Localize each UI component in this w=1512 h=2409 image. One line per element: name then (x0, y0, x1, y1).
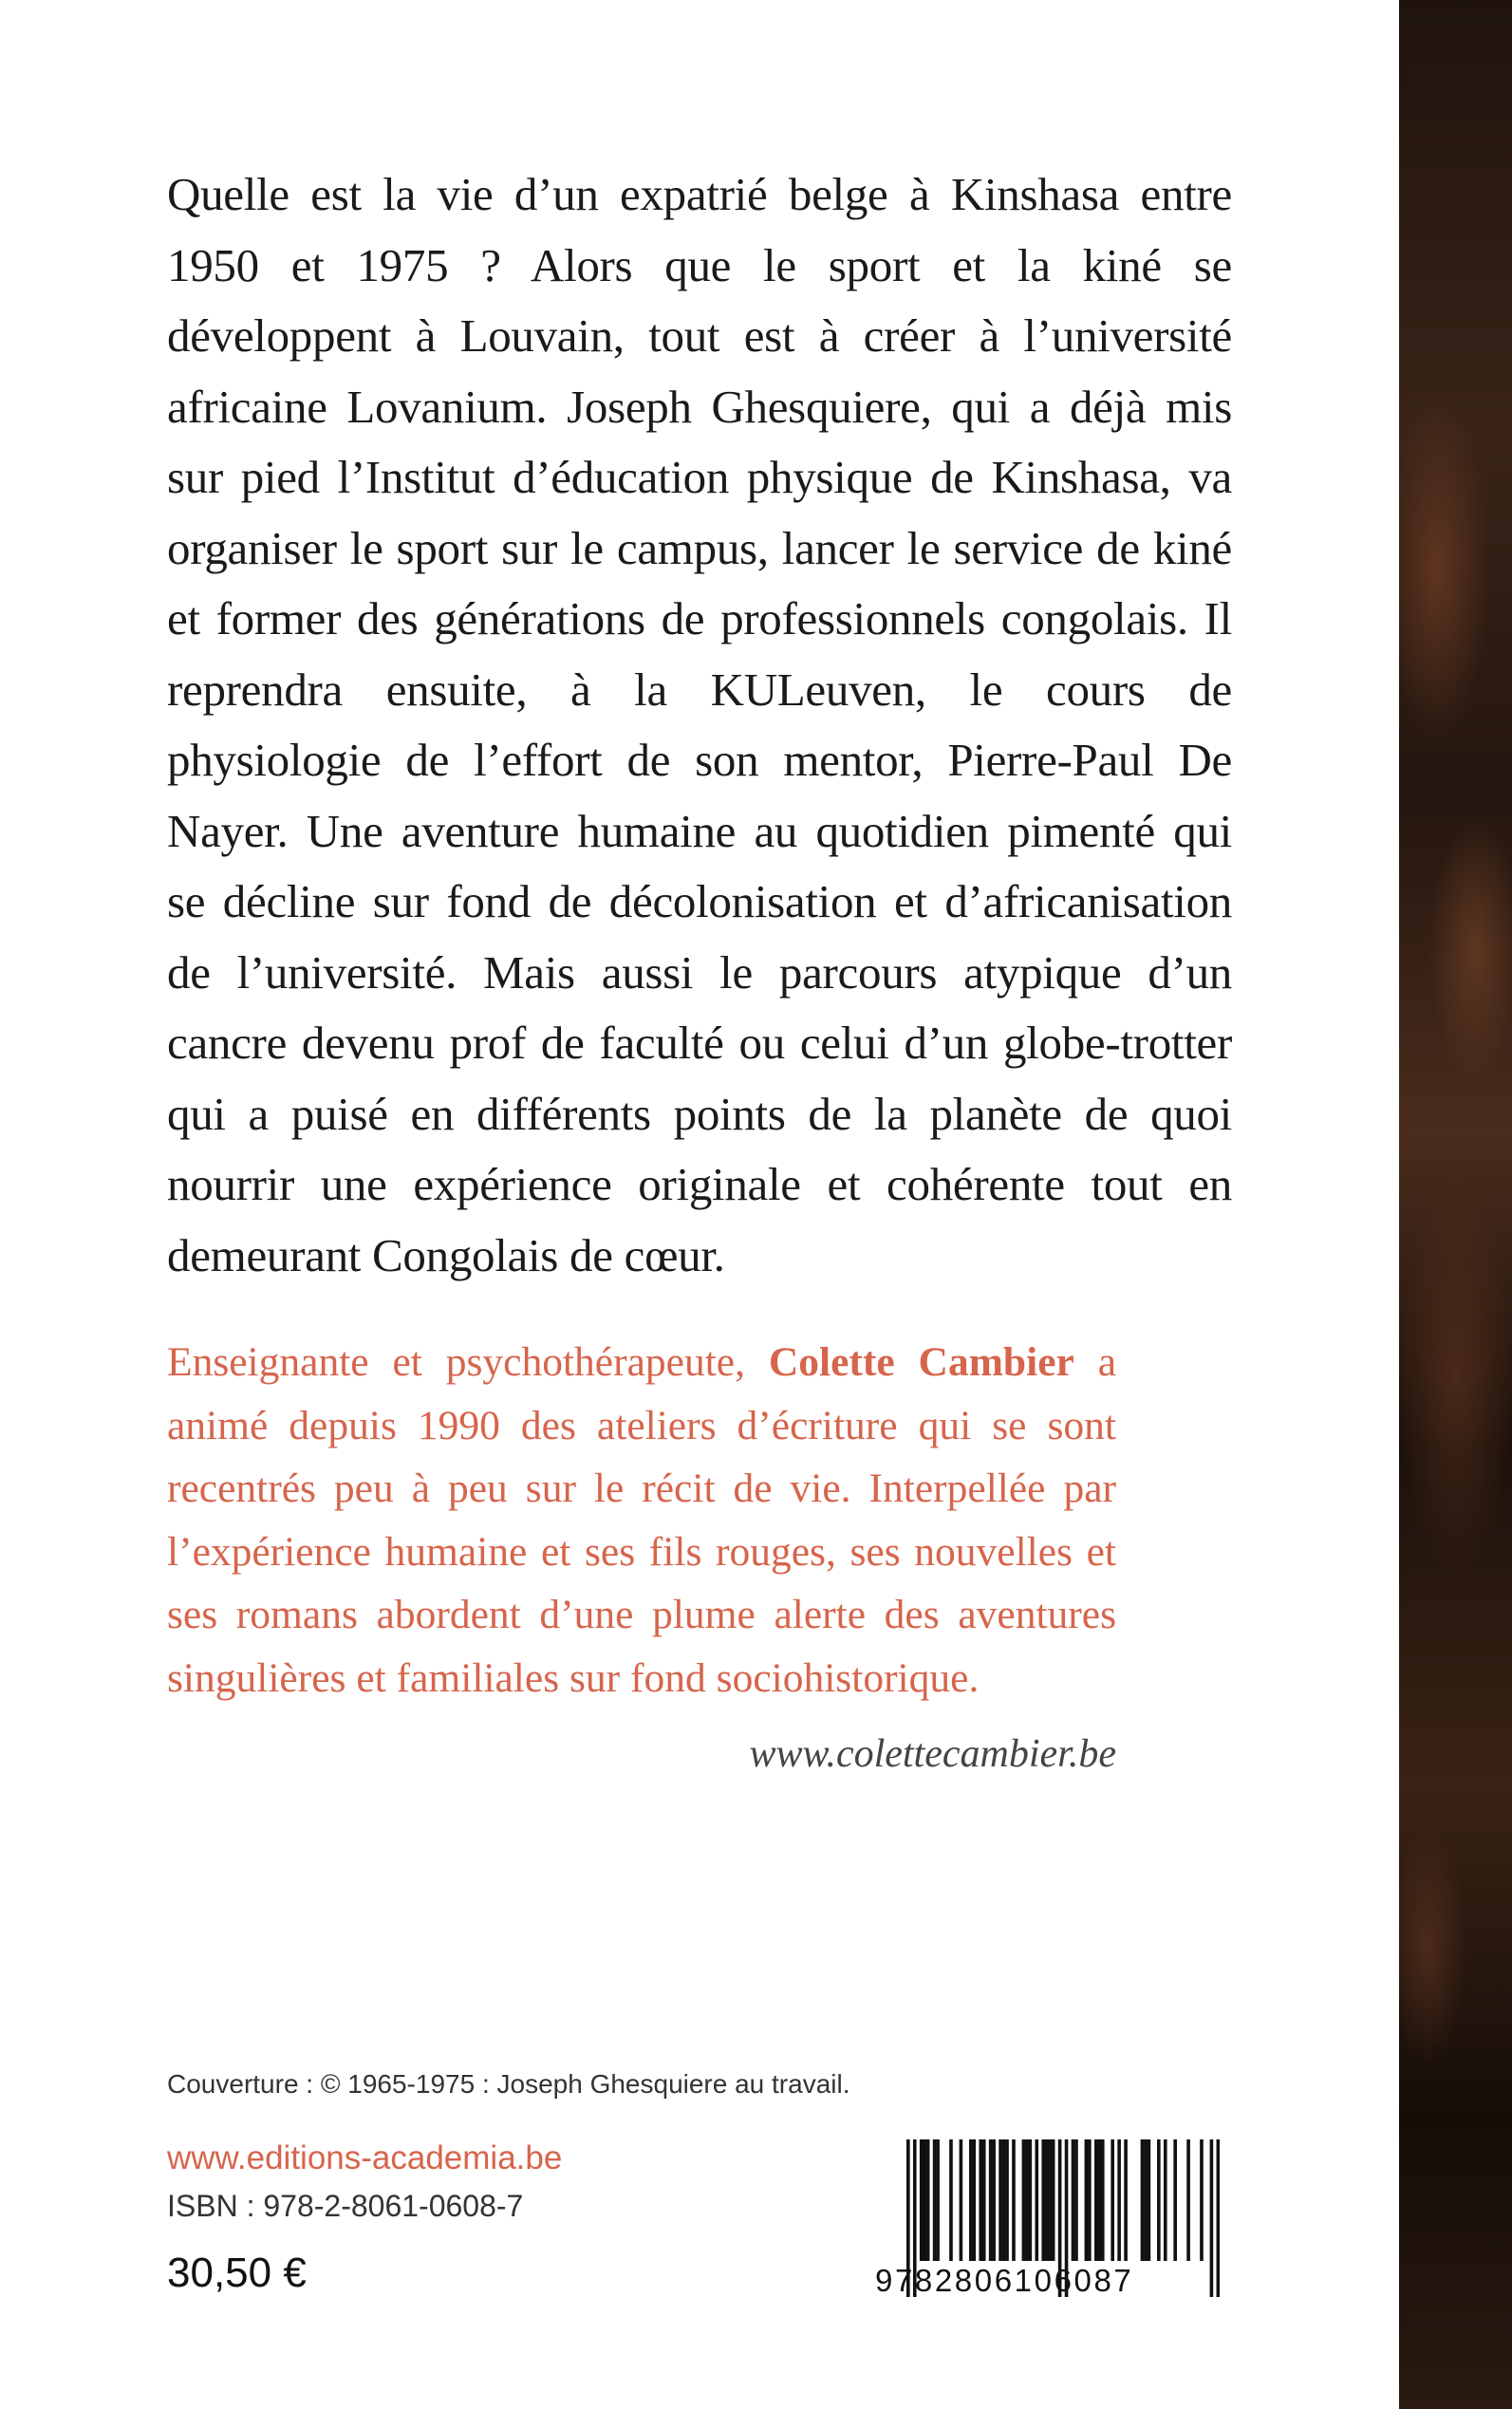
barcode-bar (960, 2139, 963, 2261)
barcode-bar (1111, 2139, 1114, 2261)
barcode-bar (926, 2139, 930, 2261)
barcode-bar (999, 2139, 1002, 2261)
barcode-bar (1085, 2139, 1089, 2261)
author-name: Colette Cambier (768, 1339, 1074, 1385)
barcode-digits: 9782806106087 (875, 2263, 1134, 2298)
barcode-bar (982, 2139, 986, 2261)
barcode-bar (1045, 2139, 1049, 2261)
book-summary: Quelle est la vie d’un expatrié belge à Kinshasa entre 1950 et 1975 ? Alors que le sport et la kiné se développent à Louvain, tout est à créer à l’université africaine Lovanium. Joseph Ghesquiere, qui a déjà mis sur pied l’Institut d’éducation physique de Kinshasa, va organiser le sport sur le campus, lancer le service de kiné et former des générations de professionnels congolais. Il reprendra ensuite, à la KULeuven, le cours de physiologie de l’effort de son mentor, Pierre-Paul De Nayer. Une aventure humaine au quotidien pimenté qui se décline sur fond de décolonisation et d’africanisation de l’université. Mais aussi le parcours atypique d’un cancre devenu prof de faculté ou celui d’un globe-trotter qui a puisé en différents points de la planète de quoi nourrir une expérience originale et cohérente tout en demeurant Congolais de cœur. (167, 168, 1232, 1281)
author-bio-intro: Enseignante et psychothérapeute, (167, 1339, 769, 1385)
barcode-bar (1144, 2139, 1148, 2261)
barcode-bar (1117, 2139, 1121, 2261)
isbn-number: ISBN : 978-2-8061-0608-7 (167, 2189, 524, 2223)
barcode-bar (933, 2139, 937, 2261)
publisher-website-link[interactable]: www.editions-academia.be (167, 2139, 563, 2176)
author-bio (167, 1331, 1116, 1709)
barcode-bar (1148, 2139, 1151, 2261)
barcode-bar (1022, 2139, 1026, 2261)
barcode-bar (936, 2139, 940, 2261)
barcode-bar (1101, 2139, 1105, 2261)
barcode-bar (1048, 2139, 1052, 2261)
barcode-bar (969, 2139, 973, 2261)
barcode-bar (1124, 2139, 1128, 2261)
barcode-bar (1005, 2139, 1009, 2261)
barcode-bar (1200, 2139, 1204, 2261)
barcode-bar (1157, 2139, 1161, 2261)
barcode-bar (1002, 2139, 1006, 2261)
barcode-bar (1094, 2139, 1098, 2261)
barcode-bar (1052, 2139, 1055, 2261)
barcode-bar (989, 2139, 993, 2261)
barcode-bar (1025, 2139, 1029, 2261)
barcode-bar (972, 2139, 976, 2261)
barcode-bar (920, 2139, 924, 2261)
barcode-bar (1088, 2139, 1092, 2261)
author-website-link[interactable]: www.colettecambier.be (749, 1732, 1116, 1776)
barcode-bar (1164, 2139, 1167, 2261)
barcode-bar (1074, 2139, 1078, 2261)
barcode-bar (1186, 2139, 1190, 2261)
barcode-bar (1072, 2139, 1075, 2261)
cover-credit: Couverture : © 1965-1975 : Joseph Ghesquiere au travail. (167, 2069, 850, 2099)
barcode-bar (1041, 2139, 1045, 2261)
barcode-bar (1029, 2139, 1033, 2261)
barcode-bar (1173, 2139, 1177, 2261)
barcode-bar (1141, 2139, 1145, 2261)
barcode-bar (1012, 2139, 1016, 2261)
book-price: 30,50 € (167, 2250, 307, 2296)
barcode-bar (923, 2139, 926, 2261)
barcode-bar (992, 2139, 996, 2261)
barcode-bar (1097, 2139, 1101, 2261)
cover-photo-edge (1399, 0, 1512, 2409)
barcode-bar (1035, 2139, 1038, 2261)
barcode-bar (949, 2139, 953, 2261)
author-bio-text: a animé depuis 1990 des ateliers d’écriture qui se sont recentrés peu à peu sur le récit de vie. Interpellée par l’expérience humaine et ses fils rouges, ses nouvelles et ses romans abordent d’une plume alerte des aventures singulières et familiales sur fond sociohistorique. (167, 1339, 1116, 1701)
barcode-bar (979, 2139, 982, 2261)
